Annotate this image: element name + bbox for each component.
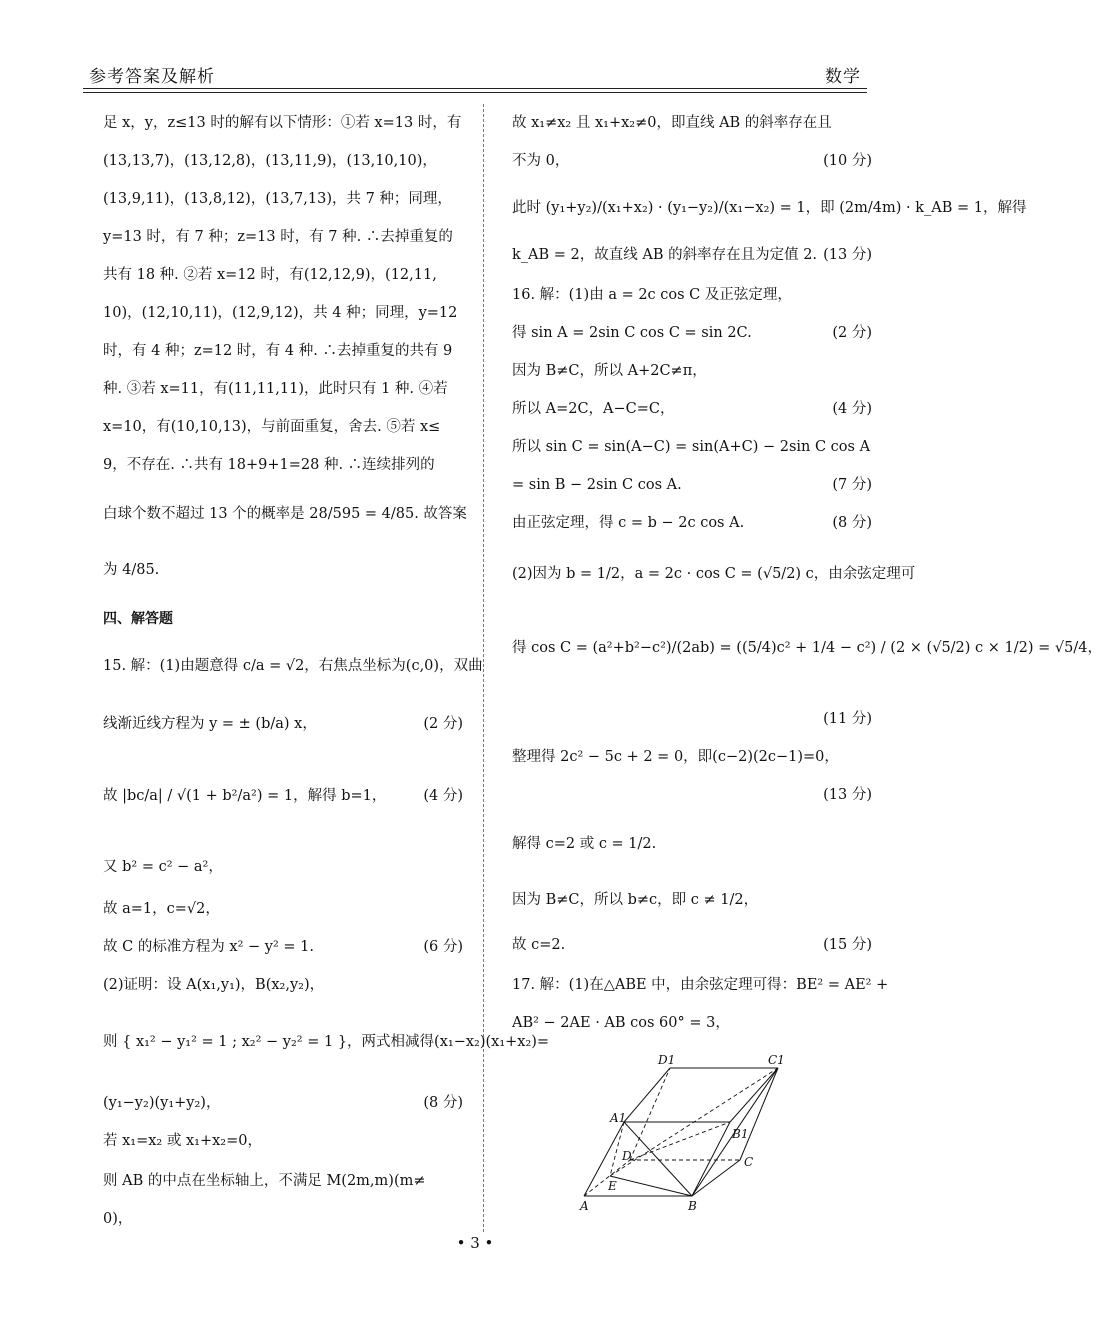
score-label: (10 分) bbox=[823, 153, 872, 169]
text-line: 又 b² = c² − a²， bbox=[103, 859, 223, 875]
text-line: 得 cos C = (a²+b²−c²)/(2ab) = ((5/4)c² + 1/4 − c²) / (2 × (√5/2) c × 1/2) = √5/4， bbox=[512, 640, 1102, 656]
label-c: C bbox=[744, 1155, 754, 1169]
text-line: 时，有 4 种；z=12 时，有 4 种. ∴去掉重复的共有 9 bbox=[103, 343, 453, 359]
score-label: (2 分) bbox=[832, 325, 872, 341]
score-line bbox=[512, 706, 872, 732]
text-line-content: 故 c=2. bbox=[512, 937, 566, 953]
text-line: 则 { x₁² − y₁² = 1 ; x₂² − y₂² = 1 }，两式相减得(x₁−x₂)(x₁+x₂)= bbox=[103, 1034, 550, 1050]
text-line: 整理得 2c² − 5c + 2 = 0，即(c−2)(2c−1)=0， bbox=[512, 749, 839, 765]
text-line-content: 故 C 的标准方程为 x² − y² = 1. bbox=[103, 939, 314, 955]
edge-cc1 bbox=[740, 1068, 778, 1160]
label-d: D bbox=[622, 1149, 632, 1163]
text-line: 足 x，y，z≤13 时的解有以下情形：①若 x=13 时，有 bbox=[103, 115, 462, 131]
score-line bbox=[512, 782, 872, 808]
score-label: (8 分) bbox=[832, 515, 872, 531]
edge-bb1 bbox=[692, 1122, 730, 1196]
text-line-content: 由正弦定理，得 c = b − 2c cos A. bbox=[512, 515, 745, 531]
label-b: B bbox=[688, 1199, 697, 1213]
edge-a1d1 bbox=[624, 1068, 670, 1122]
header-rule-thick bbox=[83, 88, 867, 89]
label-d1: D1 bbox=[658, 1053, 676, 1067]
score-label: (4 分) bbox=[832, 401, 872, 417]
text-line bbox=[512, 472, 872, 498]
text-line: 种. ③若 x=11，有(11,11,11)，此时只有 1 种. ④若 bbox=[103, 381, 448, 397]
text-line: 因为 B≠C，所以 A+2C≠π， bbox=[512, 363, 707, 379]
text-line: 若 x₁=x₂ 或 x₁+x₂=0， bbox=[103, 1133, 262, 1149]
score-label: (4 分) bbox=[423, 788, 463, 804]
text-line bbox=[103, 776, 463, 816]
edge-dd1-hidden bbox=[630, 1068, 670, 1160]
score-label: (13 分) bbox=[823, 787, 872, 803]
header-rule-thin bbox=[83, 92, 867, 93]
text-line: AB² − 2AE · AB cos 60° = 3， bbox=[512, 1015, 730, 1031]
edge-aa1 bbox=[584, 1122, 624, 1196]
text-line: (13,9,11)，(13,8,12)，(13,7,13)，共 7 种；同理， bbox=[103, 191, 452, 207]
edge-b1c1 bbox=[730, 1068, 778, 1122]
text-line-content: 不为 0， bbox=[512, 153, 570, 169]
column-divider bbox=[483, 104, 484, 1232]
text-line: 此时 (y₁+y₂)/(x₁+x₂) · (y₁−y₂)/(x₁−x₂) = 1，即 (2m/4m) · k_AB = 1，解得 bbox=[512, 200, 1027, 216]
score-label: (6 分) bbox=[423, 939, 463, 955]
score-label: (7 分) bbox=[832, 477, 872, 493]
header-title: 参考答案及解析 bbox=[89, 67, 215, 87]
text-line: 则 AB 的中点在坐标轴上，不满足 M(2m,m)(m≠ bbox=[103, 1173, 426, 1189]
score-label: (15 分) bbox=[823, 937, 872, 953]
text-line: (2)因为 b = 1/2，a = 2c · cos C = (√5/2) c，由余弦定理可 bbox=[512, 566, 916, 582]
text-line bbox=[512, 320, 872, 346]
text-line: y=13 时，有 7 种；z=13 时，有 7 种. ∴去掉重复的 bbox=[103, 229, 453, 245]
text-line bbox=[103, 704, 463, 744]
score-label: (8 分) bbox=[423, 1095, 463, 1111]
text-line: 白球个数不超过 13 个的概率是 28/595 = 4/85. 故答案 bbox=[103, 506, 467, 522]
text-line bbox=[512, 148, 872, 174]
page-header bbox=[83, 58, 867, 88]
text-line bbox=[103, 1090, 463, 1116]
text-line: 为 4/85. bbox=[103, 562, 160, 578]
edge-a1b bbox=[624, 1122, 692, 1196]
problem-16-start: 16. 解：(1)由 a = 2c cos C 及正弦定理， bbox=[512, 287, 792, 303]
text-line-content: = sin B − 2sin C cos A. bbox=[512, 477, 682, 493]
problem-17-start: 17. 解：(1)在△ABE 中，由余弦定理可得：BE² = AE² + bbox=[512, 977, 889, 993]
text-line: (13,13,7)，(13,12,8)，(13,11,9)，(13,10,10)， bbox=[103, 153, 437, 169]
text-line: 故 a=1，c=√2， bbox=[103, 901, 220, 917]
score-label: (2 分) bbox=[423, 716, 463, 732]
header-subject: 数学 bbox=[825, 67, 861, 87]
text-line-content: 得 sin A = 2sin C cos C = sin 2C. bbox=[512, 325, 752, 341]
text-line bbox=[512, 932, 872, 958]
edge-ad-hidden bbox=[584, 1160, 630, 1196]
text-line: 解得 c=2 或 c = 1/2. bbox=[512, 836, 657, 852]
label-b1: B1 bbox=[732, 1127, 749, 1141]
text-line: 因为 B≠C，所以 b≠c，即 c ≠ 1/2， bbox=[512, 892, 759, 908]
text-line: 共有 18 种. ②若 x=12 时，有(12,12,9)，(12,11, bbox=[103, 267, 437, 283]
label-a1: A1 bbox=[610, 1111, 627, 1125]
page-number: • 3 • bbox=[456, 1234, 494, 1252]
score-label: (13 分) bbox=[823, 247, 872, 263]
text-line bbox=[103, 934, 463, 960]
prism-diagram bbox=[574, 1048, 796, 1214]
text-line bbox=[512, 510, 872, 536]
text-line-content: 故 |bc/a| / √(1 + b²/a²) = 1，解得 b=1， bbox=[103, 788, 387, 804]
text-line: 所以 sin C = sin(A−C) = sin(A+C) − 2sin C cos A bbox=[512, 439, 871, 455]
section-heading: 四、解答题 bbox=[103, 611, 173, 627]
text-line-content: k_AB = 2，故直线 AB 的斜率存在且为定值 2. bbox=[512, 247, 818, 263]
label-c1: C1 bbox=[768, 1053, 785, 1067]
text-line: 10)，(12,10,11)，(12,9,12)，共 4 种；同理，y=12 bbox=[103, 305, 458, 321]
score-label: (11 分) bbox=[823, 711, 872, 727]
problem-15-start: 15. 解：(1)由题意得 c/a = √2，右焦点坐标为(c,0)，双曲 bbox=[103, 658, 483, 674]
edge-bc bbox=[692, 1160, 740, 1196]
text-line: x=10，有(10,10,13)，与前面重复，舍去. ⑤若 x≤ bbox=[103, 419, 441, 435]
text-line bbox=[512, 242, 872, 268]
text-line: 9，不存在. ∴共有 18+9+1=28 种. ∴连续排列的 bbox=[103, 457, 435, 473]
text-line-content: (y₁−y₂)(y₁+y₂)， bbox=[103, 1095, 221, 1111]
text-line: (2)证明：设 A(x₁,y₁)，B(x₂,y₂)， bbox=[103, 977, 325, 993]
edge-db1-hidden bbox=[630, 1122, 730, 1160]
edge-eb bbox=[610, 1176, 692, 1196]
text-line: 0)， bbox=[103, 1211, 133, 1227]
label-e: E bbox=[608, 1179, 617, 1193]
label-a: A bbox=[580, 1199, 589, 1213]
text-line bbox=[512, 396, 872, 422]
text-line-content: 线渐近线方程为 y = ± (b/a) x， bbox=[103, 716, 317, 732]
text-line-content: 所以 A=2C，A−C=C， bbox=[512, 401, 675, 417]
text-line: 故 x₁≠x₂ 且 x₁+x₂≠0，即直线 AB 的斜率存在且 bbox=[512, 115, 832, 131]
